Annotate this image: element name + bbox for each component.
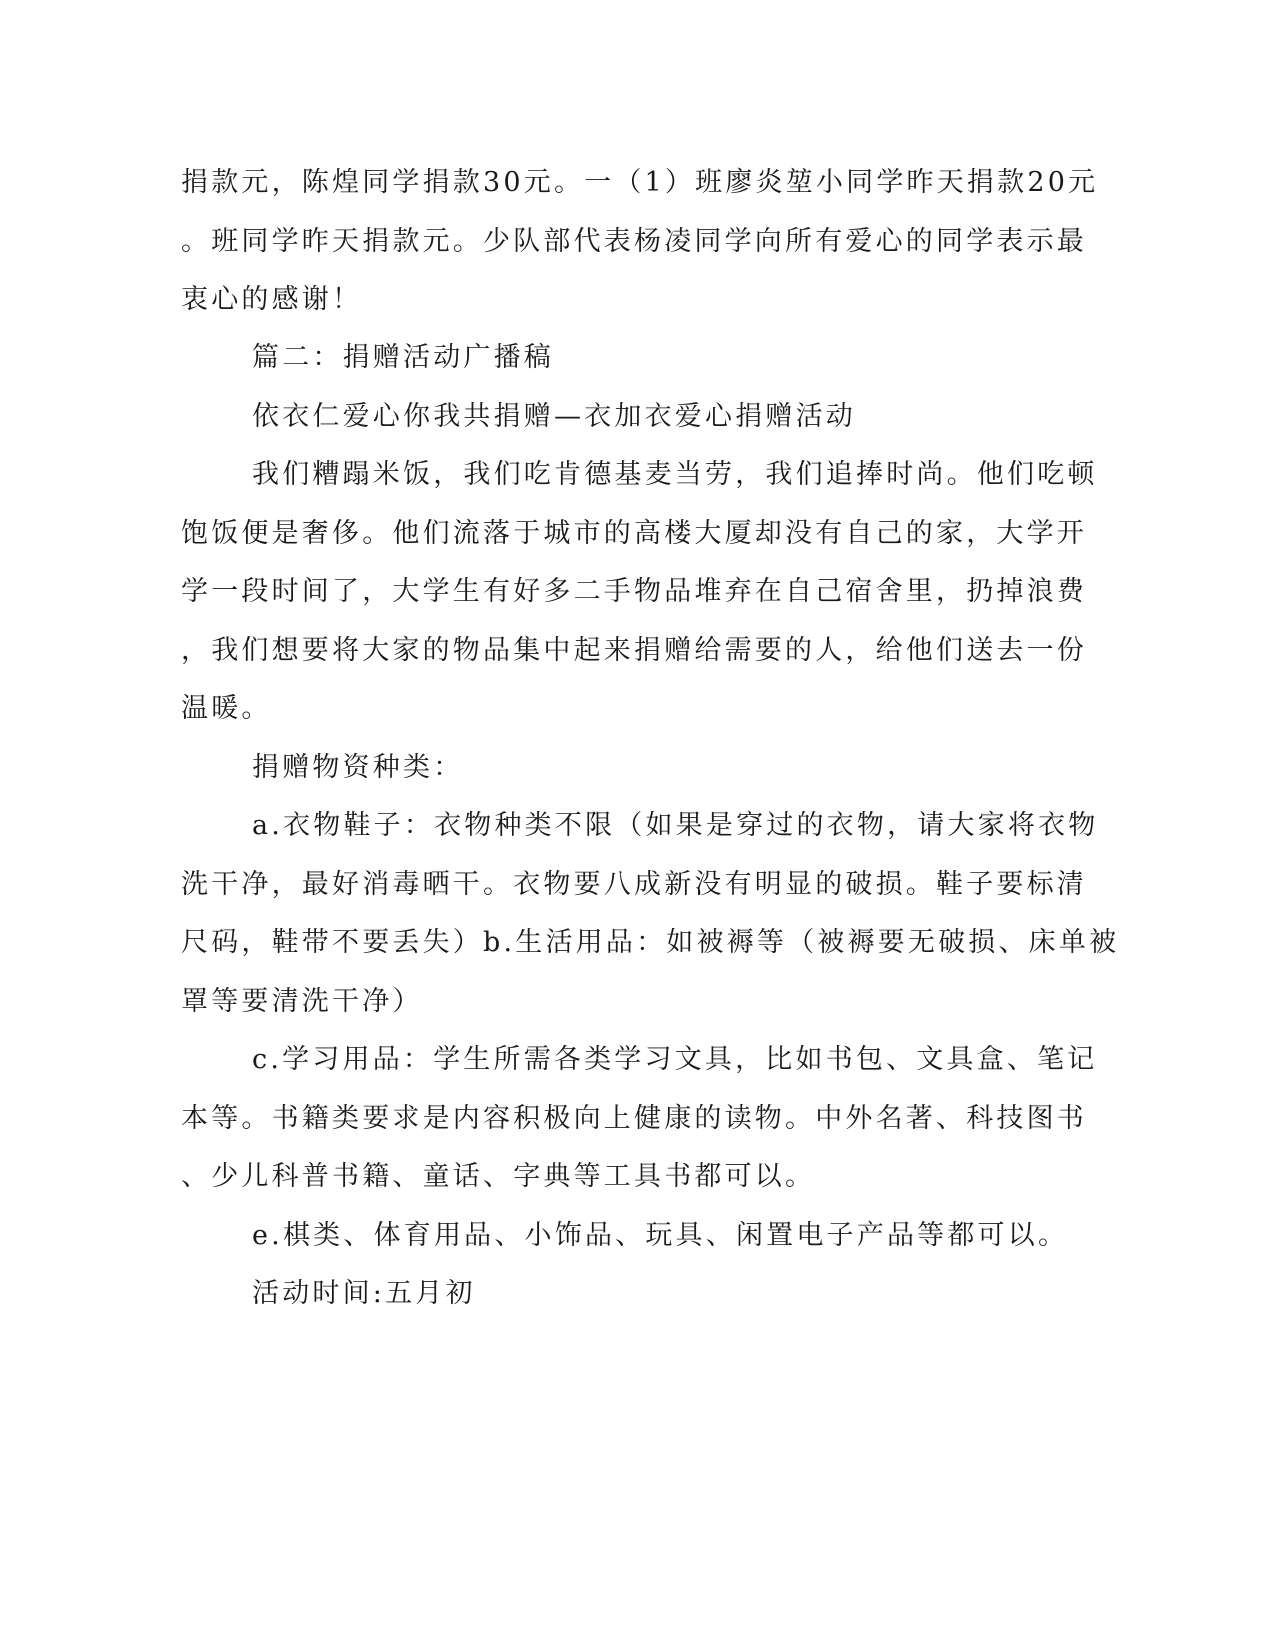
text-line: 衷心的感谢！ <box>181 284 363 315</box>
text-line: 捐款元，陈煌同学捐款30元。一（1）班廖炎堃小同学昨天捐款20元 <box>181 167 1099 198</box>
text-line: ，我们想要将大家的物品集中起来捐赠给需要的人，给他们送去一份 <box>181 635 1087 666</box>
section-heading: 篇二：捐赠活动广播稿 <box>252 342 554 373</box>
text-line: 洗干净，最好消毒晒干。衣物要八成新没有明显的破损。鞋子要标清 <box>181 869 1087 900</box>
text-line: 罩等要清洗干净） <box>181 986 423 1017</box>
text-line: 本等。书籍类要求是内容积极向上健康的读物。中外名著、科技图书 <box>181 1103 1087 1134</box>
activity-time: 活动时间:五月初 <box>252 1278 476 1309</box>
list-item: a.衣物鞋子：衣物种类不限（如果是穿过的衣物，请大家将衣物 <box>252 810 1099 841</box>
list-item: c.学习用品：学生所需各类学习文具，比如书包、文具盒、笔记 <box>252 1044 1098 1075</box>
text-line: 学一段时间了，大学生有好多二手物品堆弃在自己宿舍里，扔掉浪费 <box>181 576 1087 607</box>
list-item: e.棋类、体育用品、小饰品、玩具、闲置电子产品等都可以。 <box>252 1220 1069 1251</box>
text-line: 尺码，鞋带不要丢失）b.生活用品：如被褥等（被褥要无破损、床单被 <box>181 927 1120 958</box>
activity-title: 依衣仁爱心你我共捐赠—衣加衣爱心捐赠活动 <box>252 401 856 432</box>
text-line: 温暖。 <box>181 693 272 724</box>
list-heading: 捐赠物资种类： <box>252 752 464 783</box>
text-line: 我们糟蹋米饭，我们吃肯德基麦当劳，我们追捧时尚。他们吃顿 <box>252 459 1098 490</box>
text-line: 、少儿科普书籍、童话、字典等工具书都可以。 <box>181 1161 816 1192</box>
text-line: 饱饭便是奢侈。他们流落于城市的高楼大厦却没有自己的家，大学开 <box>181 518 1087 549</box>
text-line: 。班同学昨天捐款元。少队部代表杨凌同学向所有爱心的同学表示最 <box>181 226 1087 257</box>
